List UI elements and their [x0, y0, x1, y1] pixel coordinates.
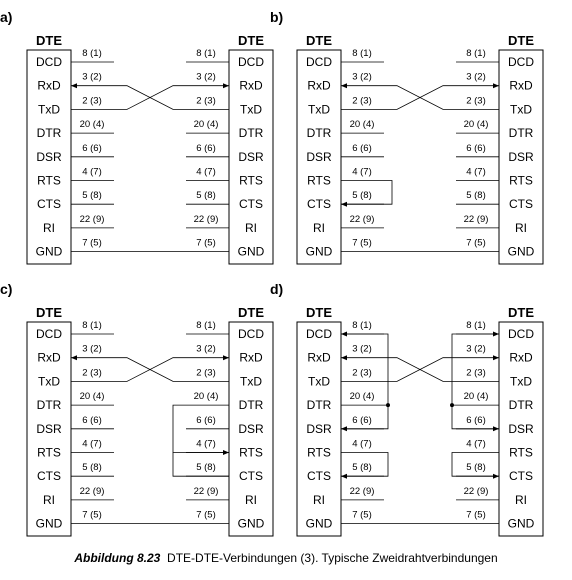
pin-number: 2 (3)	[352, 95, 372, 107]
panel-c	[0, 281, 273, 536]
pin-label: RxD	[509, 78, 533, 93]
pin-label: RI	[43, 220, 55, 235]
pin-number: 4 (7)	[82, 166, 102, 178]
pin-label: DTR	[238, 398, 264, 413]
arrowhead	[71, 355, 77, 360]
pin-number: 2 (3)	[466, 367, 486, 379]
crossover-rxd-txd	[114, 86, 186, 110]
pin-number: 2 (3)	[196, 367, 216, 379]
pin-number: 6 (6)	[82, 414, 102, 426]
crossover-rxd-txd	[384, 86, 456, 110]
pin-label: DTR	[508, 398, 534, 413]
pin-label: RI	[313, 220, 325, 235]
pin-label: DTR	[238, 126, 264, 141]
pin-number: 22 (9)	[193, 485, 219, 497]
pin-label: RTS	[509, 173, 533, 188]
arrowhead	[71, 83, 77, 88]
pin-label: CTS	[307, 197, 331, 212]
pin-number: 8 (1)	[466, 48, 486, 59]
figure-caption-text: DTE-DTE-Verbindungen (3). Typische Zweidrahtverbindungen	[167, 551, 498, 565]
pin-label: TxD	[308, 102, 330, 117]
pin-number: 7 (5)	[466, 237, 486, 249]
pin-number: 6 (6)	[196, 414, 216, 426]
pin-label: RxD	[239, 78, 263, 93]
arrowhead	[493, 474, 499, 479]
pin-label: CTS	[509, 197, 533, 212]
arrowhead	[341, 83, 347, 88]
pin-label: DSR	[36, 149, 62, 164]
pin-label: DTR	[306, 126, 332, 141]
arrowhead	[223, 450, 229, 455]
pin-number: 6 (6)	[352, 414, 372, 426]
pin-number: 20 (4)	[193, 119, 219, 131]
pin-label: DTR	[36, 398, 62, 413]
pin-number: 22 (9)	[463, 213, 489, 225]
pin-number: 2 (3)	[196, 95, 216, 107]
pin-number: 20 (4)	[79, 391, 105, 403]
pin-number: 8 (1)	[196, 320, 216, 331]
pin-label: DSR	[508, 421, 534, 436]
arrowhead	[493, 83, 499, 88]
pin-label: RTS	[37, 445, 61, 460]
arrowhead	[341, 355, 347, 360]
pin-number: 20 (4)	[79, 119, 105, 131]
panel-label: b)	[270, 9, 284, 25]
arrowhead	[493, 332, 499, 337]
pin-number: 3 (2)	[352, 343, 372, 355]
pin-label: CTS	[509, 469, 533, 484]
pin-number: 3 (2)	[82, 343, 102, 355]
pin-number: 5 (8)	[196, 190, 216, 202]
pin-label: DCD	[306, 55, 332, 69]
pin-label: GND	[237, 516, 265, 531]
pin-number: 5 (8)	[352, 190, 372, 202]
pin-number: 22 (9)	[79, 213, 105, 225]
pin-label: GND	[305, 244, 333, 259]
pin-number: 8 (1)	[466, 320, 486, 331]
pin-number: 7 (5)	[82, 237, 102, 249]
pin-number: 22 (9)	[193, 213, 219, 225]
pin-label: DSR	[238, 149, 264, 164]
pin-label: RxD	[307, 350, 331, 365]
pin-number: 7 (5)	[352, 237, 372, 249]
pin-number: 5 (8)	[466, 462, 486, 474]
pin-number: 5 (8)	[82, 462, 102, 474]
pin-number: 2 (3)	[82, 367, 102, 379]
arrowhead	[223, 83, 229, 88]
pin-label: RTS	[239, 173, 263, 188]
panel-label: d)	[270, 281, 284, 297]
pin-number: 20 (4)	[193, 391, 219, 403]
pin-number: 4 (7)	[352, 438, 372, 450]
pin-number: 5 (8)	[82, 190, 102, 202]
pin-number: 6 (6)	[466, 414, 486, 426]
pin-label: RxD	[509, 350, 533, 365]
pin-number: 3 (2)	[196, 71, 216, 83]
dte-title: DTE	[238, 33, 264, 48]
dte-title: DTE	[508, 305, 534, 320]
pin-number: 4 (7)	[466, 438, 486, 450]
pin-label: DSR	[306, 421, 332, 436]
arrowhead	[341, 474, 347, 479]
pin-label: DSR	[508, 149, 534, 164]
pin-label: GND	[35, 516, 63, 531]
junction-dot	[386, 403, 390, 407]
pin-number: 3 (2)	[82, 71, 102, 83]
pin-number: 7 (5)	[196, 237, 216, 249]
panel-label: c)	[0, 281, 13, 297]
pin-label: DCD	[238, 55, 264, 69]
pin-label: CTS	[37, 469, 61, 484]
pin-number: 22 (9)	[463, 485, 489, 497]
pin-label: CTS	[239, 197, 263, 212]
pin-label: RI	[43, 492, 55, 507]
pin-label: TxD	[38, 374, 60, 389]
pin-number: 7 (5)	[466, 509, 486, 521]
pin-label: RxD	[37, 350, 61, 365]
pin-label: RxD	[307, 78, 331, 93]
arrowhead	[223, 355, 229, 360]
arrowhead	[341, 332, 347, 337]
pin-label: TxD	[510, 374, 532, 389]
pin-label: CTS	[37, 197, 61, 212]
dte-title: DTE	[238, 305, 264, 320]
pin-number: 4 (7)	[466, 166, 486, 178]
pin-label: DSR	[238, 421, 264, 436]
pin-label: DCD	[306, 327, 332, 341]
pin-number: 3 (2)	[466, 71, 486, 83]
panel-d	[270, 281, 543, 536]
pin-number: 8 (1)	[196, 48, 216, 59]
pin-label: RI	[245, 220, 257, 235]
pin-label: DTR	[306, 398, 332, 413]
pin-number: 2 (3)	[466, 95, 486, 107]
pin-number: 8 (1)	[82, 48, 102, 59]
pin-label: GND	[507, 516, 535, 531]
crossover-rxd-txd	[114, 358, 186, 382]
figure-caption	[0, 551, 572, 565]
pin-number: 3 (2)	[196, 343, 216, 355]
pin-label: TxD	[510, 102, 532, 117]
pin-label: DCD	[36, 55, 62, 69]
pin-label: GND	[237, 244, 265, 259]
pin-label: GND	[35, 244, 63, 259]
pin-label: TxD	[308, 374, 330, 389]
pin-number: 7 (5)	[196, 509, 216, 521]
pin-label: RTS	[509, 445, 533, 460]
pin-number: 20 (4)	[349, 119, 375, 131]
pin-label: DTR	[36, 126, 62, 141]
pin-label: RI	[515, 492, 527, 507]
arrowhead	[341, 426, 347, 431]
pin-label: DCD	[508, 327, 534, 341]
pin-label: DCD	[36, 327, 62, 341]
arrowhead	[493, 355, 499, 360]
figure-number: Abbildung 8.23	[74, 551, 161, 565]
pin-number: 20 (4)	[349, 391, 375, 403]
panel-a	[0, 9, 273, 264]
pin-label: CTS	[307, 469, 331, 484]
crossover-rxd-txd	[384, 358, 456, 382]
pin-number: 4 (7)	[82, 438, 102, 450]
pin-number: 4 (7)	[352, 166, 372, 178]
dte-title: DTE	[36, 305, 62, 320]
pin-number: 2 (3)	[352, 367, 372, 379]
pin-label: RxD	[37, 78, 61, 93]
pin-label: GND	[507, 244, 535, 259]
pin-number: 4 (7)	[196, 438, 216, 450]
pin-label: TxD	[38, 102, 60, 117]
pin-label: RI	[313, 492, 325, 507]
pin-label: CTS	[239, 469, 263, 484]
dte-title: DTE	[306, 305, 332, 320]
pin-label: DCD	[238, 327, 264, 341]
pin-number: 22 (9)	[349, 213, 375, 225]
junction-dot	[450, 403, 454, 407]
pin-label: RI	[245, 492, 257, 507]
pin-number: 2 (3)	[82, 95, 102, 107]
pin-number: 5 (8)	[466, 190, 486, 202]
pin-label: DCD	[508, 55, 534, 69]
pin-number: 8 (1)	[352, 320, 372, 331]
pin-number: 6 (6)	[352, 142, 372, 154]
dte-title: DTE	[508, 33, 534, 48]
pin-label: DTR	[508, 126, 534, 141]
pin-number: 5 (8)	[196, 462, 216, 474]
pin-label: RxD	[239, 350, 263, 365]
pin-label: RTS	[307, 445, 331, 460]
arrowhead	[493, 426, 499, 431]
pin-number: 7 (5)	[352, 509, 372, 521]
dte-title: DTE	[306, 33, 332, 48]
pin-label: GND	[305, 516, 333, 531]
pin-number: 8 (1)	[352, 48, 372, 59]
panel-label: a)	[0, 9, 13, 25]
arrowhead	[341, 202, 347, 207]
pin-number: 20 (4)	[463, 119, 489, 131]
pin-number: 3 (2)	[352, 71, 372, 83]
pin-number: 22 (9)	[79, 485, 105, 497]
pin-label: TxD	[240, 102, 262, 117]
panel-b	[270, 9, 543, 264]
pin-number: 20 (4)	[463, 391, 489, 403]
pin-label: DSR	[36, 421, 62, 436]
pin-number: 6 (6)	[196, 142, 216, 154]
pin-number: 7 (5)	[82, 509, 102, 521]
pin-number: 3 (2)	[466, 343, 486, 355]
pin-label: RTS	[239, 445, 263, 460]
dte-title: DTE	[36, 33, 62, 48]
pin-label: RTS	[307, 173, 331, 188]
pin-label: TxD	[240, 374, 262, 389]
pin-number: 6 (6)	[82, 142, 102, 154]
pin-label: RTS	[37, 173, 61, 188]
pin-number: 4 (7)	[196, 166, 216, 178]
pin-number: 6 (6)	[466, 142, 486, 154]
pin-number: 8 (1)	[82, 320, 102, 331]
pin-number: 22 (9)	[349, 485, 375, 497]
pin-label: DSR	[306, 149, 332, 164]
pin-label: RI	[515, 220, 527, 235]
pin-number: 5 (8)	[352, 462, 372, 474]
